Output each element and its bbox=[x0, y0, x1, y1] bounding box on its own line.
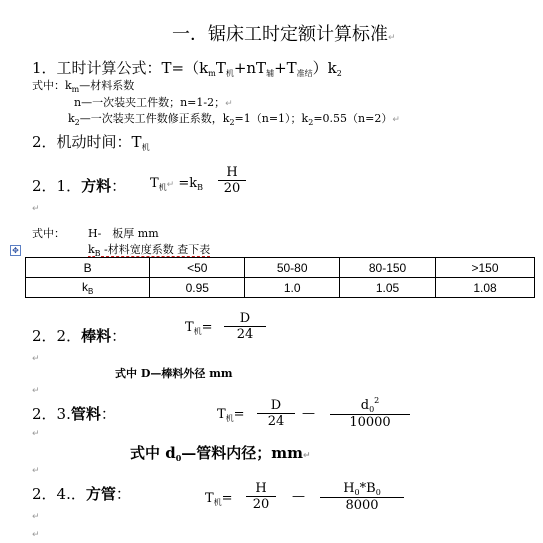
table-cell: B bbox=[26, 258, 150, 278]
formula-text: = bbox=[201, 320, 213, 335]
formula-sub: m bbox=[208, 69, 216, 78]
where-sub: 0 bbox=[175, 453, 182, 463]
where-sub: 2 bbox=[229, 118, 235, 127]
s21-where bbox=[32, 225, 65, 241]
table-cell bbox=[26, 278, 150, 298]
fraction-numerator: H bbox=[246, 481, 276, 497]
s23-fraction-2 bbox=[330, 396, 410, 430]
section-colon: ： bbox=[111, 177, 127, 195]
formula-sub: 机 bbox=[158, 183, 167, 192]
section-sub: 机 bbox=[141, 143, 150, 152]
section-2-heading bbox=[32, 131, 150, 153]
where-text: n—一次装夹工件数；n=1-2； bbox=[74, 96, 226, 109]
paragraph-mark: ↵ bbox=[32, 429, 40, 439]
table-cell: 1.08 bbox=[436, 278, 535, 298]
paragraph-mark: ↵ bbox=[32, 204, 40, 214]
where-sub: 2 bbox=[74, 118, 80, 127]
num-sub: 0 bbox=[354, 488, 360, 497]
where-km bbox=[32, 77, 134, 94]
s22-fraction bbox=[224, 311, 266, 342]
section-2-4-heading bbox=[32, 483, 131, 504]
paragraph-mark: ↵ bbox=[392, 115, 400, 125]
where-sub: m bbox=[71, 85, 80, 94]
formula-text: +nT bbox=[233, 59, 267, 77]
paragraph-mark: ↵ bbox=[32, 530, 40, 540]
section-colon: ： bbox=[111, 327, 127, 345]
where-text: k bbox=[68, 112, 75, 125]
s24-formula-left bbox=[205, 491, 233, 508]
formula-sub: 辅 bbox=[266, 69, 275, 78]
fraction-denominator: 10000 bbox=[349, 415, 391, 430]
where-text: 式中： bbox=[32, 227, 65, 240]
s21-where-kb bbox=[88, 241, 210, 258]
paragraph-mark: ↵ bbox=[32, 354, 40, 364]
formula-sub: 机 bbox=[225, 414, 234, 423]
table-cell: 80-150 bbox=[340, 258, 436, 278]
minus-sign: — bbox=[302, 406, 315, 421]
formula-text: T bbox=[215, 59, 226, 77]
fraction-numerator bbox=[320, 481, 404, 498]
table-move-handle-icon[interactable]: ✥ bbox=[10, 245, 21, 256]
empty-line-6 bbox=[32, 508, 40, 523]
s22-formula-left bbox=[185, 320, 213, 337]
formula-sub: 2 bbox=[336, 69, 342, 78]
table-row bbox=[26, 278, 535, 298]
section-1-formula bbox=[32, 57, 342, 79]
num-sub: 0 bbox=[375, 488, 381, 497]
where-text: 式中 D—棒料外径 mm bbox=[115, 367, 233, 380]
cell-sub: B bbox=[87, 286, 94, 296]
section-label: 2．4.． bbox=[32, 485, 86, 503]
title-text: 一．锯床工时定额计算标准 bbox=[172, 24, 388, 45]
table-row bbox=[26, 258, 535, 278]
formula-text: +T bbox=[274, 59, 297, 77]
formula-text: =k bbox=[178, 176, 198, 191]
cell-text: k bbox=[81, 279, 88, 294]
formula-text: T bbox=[150, 176, 159, 191]
s24-fraction-1 bbox=[246, 481, 276, 512]
section-2-2-heading bbox=[32, 325, 126, 346]
document-title bbox=[172, 20, 396, 46]
section-text: 2．机动时间：T bbox=[32, 133, 142, 151]
fraction-denominator: 20 bbox=[252, 497, 270, 512]
table-cell: 0.95 bbox=[150, 278, 245, 298]
fraction-denominator: 8000 bbox=[345, 498, 379, 513]
formula-sub: 准结 bbox=[296, 69, 313, 78]
section-name: 管料 bbox=[70, 405, 101, 423]
formula-text: T bbox=[217, 407, 226, 422]
formula-text: 1．工时计算公式：T=（k bbox=[32, 59, 209, 77]
where-sub: B bbox=[94, 249, 101, 258]
table-cell: <50 bbox=[150, 258, 245, 278]
s24-fraction-2 bbox=[320, 481, 404, 513]
num-sup: 2 bbox=[374, 396, 380, 405]
fraction-numerator bbox=[330, 396, 410, 415]
where-n bbox=[74, 94, 233, 110]
where-text: —材料系数 bbox=[79, 79, 135, 92]
section-name: 方管 bbox=[85, 485, 116, 503]
paragraph-mark: ↵ bbox=[303, 451, 311, 461]
paragraph-mark: ↵ bbox=[32, 466, 40, 476]
empty-line-3 bbox=[32, 382, 40, 397]
paragraph-mark: ↵ bbox=[388, 33, 396, 43]
section-colon: ： bbox=[100, 405, 116, 423]
section-name: 棒料 bbox=[81, 327, 112, 345]
section-2-3-heading bbox=[32, 403, 116, 424]
paragraph-mark: ↵ bbox=[32, 386, 40, 396]
where-text: —管料内径；mm bbox=[181, 444, 304, 462]
formula-sub: 机 bbox=[193, 327, 202, 336]
formula-text: ）k bbox=[312, 59, 337, 77]
section-colon: ： bbox=[115, 485, 131, 503]
where-text: k bbox=[88, 243, 95, 256]
where-text: H- 板厚 mm bbox=[88, 227, 159, 240]
paragraph-mark: ↵ bbox=[166, 180, 175, 190]
empty-line-7 bbox=[32, 526, 40, 541]
where-text: -材料宽度系数 查下表 bbox=[100, 243, 211, 256]
formula-text: = bbox=[221, 491, 233, 506]
fraction-denominator: 24 bbox=[236, 327, 254, 342]
where-k2 bbox=[68, 110, 400, 127]
empty-line-1 bbox=[32, 200, 40, 215]
paragraph-mark: ↵ bbox=[32, 512, 40, 522]
table-cell: 1.05 bbox=[340, 278, 436, 298]
s21-formula-left bbox=[150, 176, 203, 193]
fraction-numerator: D bbox=[257, 398, 295, 414]
table-cell: 1.0 bbox=[245, 278, 340, 298]
paragraph-mark: ↵ bbox=[225, 99, 233, 109]
empty-line-4 bbox=[32, 425, 40, 440]
where-text: 式中：k bbox=[32, 79, 72, 92]
formula-sub: 机 bbox=[213, 498, 222, 507]
section-label: 2．3. bbox=[32, 405, 71, 423]
minus-sign: — bbox=[292, 489, 305, 504]
s23-where bbox=[130, 442, 311, 463]
formula-text: T bbox=[205, 491, 214, 506]
s23-fraction-1 bbox=[257, 398, 295, 429]
section-label: 2．1． bbox=[32, 177, 82, 195]
empty-line-2 bbox=[32, 350, 40, 365]
fraction-denominator: 24 bbox=[267, 414, 285, 429]
table-cell: 50-80 bbox=[245, 258, 340, 278]
table-cell: >150 bbox=[436, 258, 535, 278]
where-sub: 2 bbox=[308, 118, 314, 127]
fraction-numerator: D bbox=[224, 311, 266, 327]
empty-line-5 bbox=[32, 462, 40, 477]
s23-formula-left bbox=[217, 407, 245, 424]
formula-sub: B bbox=[197, 183, 204, 192]
where-text: =0.55（n=2） bbox=[313, 112, 393, 125]
formula-text: T bbox=[185, 320, 194, 335]
formula-sub: 机 bbox=[225, 69, 234, 78]
num-text: d bbox=[360, 398, 370, 413]
num-text: H bbox=[343, 481, 355, 496]
width-coefficient-table bbox=[25, 257, 535, 298]
where-text: —一次装夹工件数修正系数，k bbox=[79, 112, 230, 125]
num-text: *B bbox=[359, 481, 376, 496]
section-2-1-heading bbox=[32, 175, 126, 196]
fraction-numerator: H bbox=[218, 165, 246, 181]
section-label: 2．2． bbox=[32, 327, 82, 345]
fraction-denominator: 20 bbox=[223, 181, 241, 196]
formula-text: = bbox=[233, 407, 245, 422]
s22-where bbox=[115, 365, 232, 381]
section-name: 方料 bbox=[81, 177, 112, 195]
num-sub: 0 bbox=[369, 405, 375, 414]
where-text: =1（n=1）；k bbox=[234, 112, 309, 125]
s21-where-h bbox=[88, 225, 159, 241]
where-text: 式中 d bbox=[130, 444, 176, 462]
s21-fraction bbox=[218, 165, 246, 196]
